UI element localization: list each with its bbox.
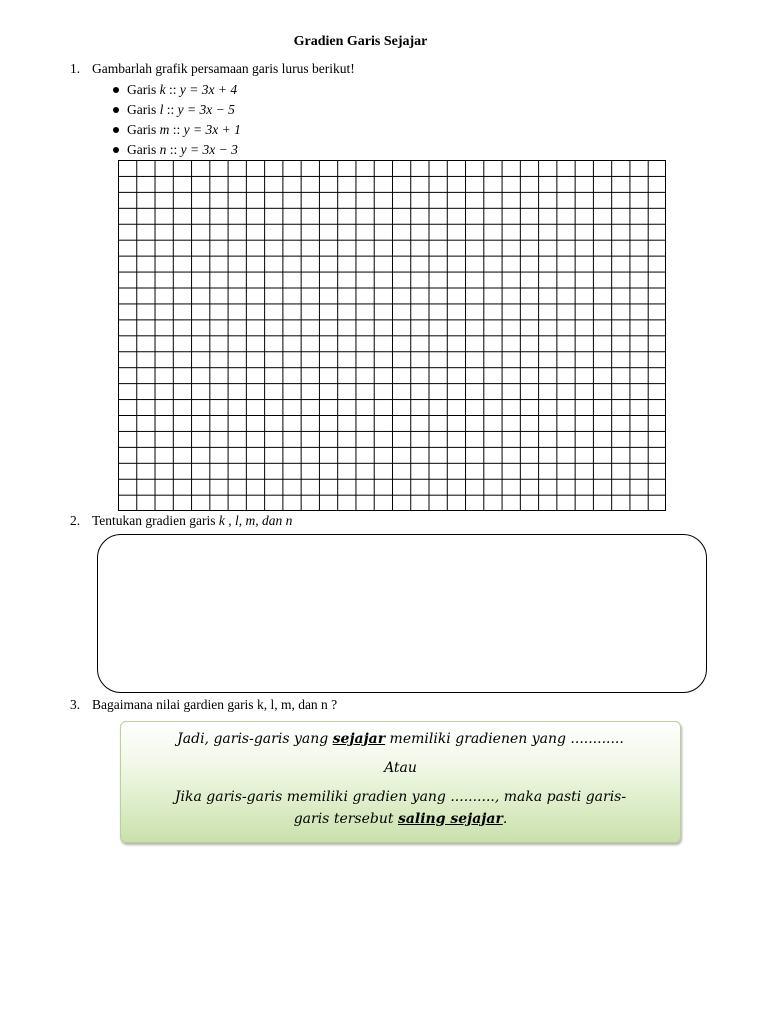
conclusion-line-2: Atau [384, 760, 417, 776]
list-item: Garis n :: y = 3x − 3 [113, 140, 241, 160]
conclusion-box [120, 721, 681, 843]
bullet-icon [113, 87, 119, 93]
conclusion-line-3: Jika garis-garis memiliki gradien yang .........., maka pasti garis- [174, 789, 627, 805]
question-1-number: 1. [70, 61, 81, 76]
page-title: Gradien Garis Sejajar [293, 34, 428, 49]
graph-grid [118, 160, 666, 511]
question-2-text: Tentukan gradien garis k , l, m, dan n [92, 513, 293, 528]
bullet-icon [113, 147, 119, 153]
list-item: Garis k :: y = 3x + 4 [113, 80, 241, 100]
answer-box[interactable] [97, 534, 707, 693]
equation-list [113, 80, 241, 160]
list-item: Garis l :: y = 3x − 5 [113, 100, 241, 120]
bullet-icon [113, 127, 119, 133]
question-1-text: Gambarlah grafik persamaan garis lurus berikut! [92, 61, 355, 76]
question-2-number: 2. [70, 513, 81, 528]
conclusion-line-4: garis tersebut saling sejajar. [293, 811, 508, 827]
question-3-text: Bagaimana nilai gardien garis k, l, m, dan n ? [92, 697, 338, 712]
conclusion-line-1: Jadi, garis-garis yang sejajar memiliki gradienen yang ............ [177, 731, 624, 747]
bullet-icon [113, 107, 119, 113]
list-item: Garis m :: y = 3x + 1 [113, 120, 241, 140]
question-3-number: 3. [70, 697, 81, 712]
